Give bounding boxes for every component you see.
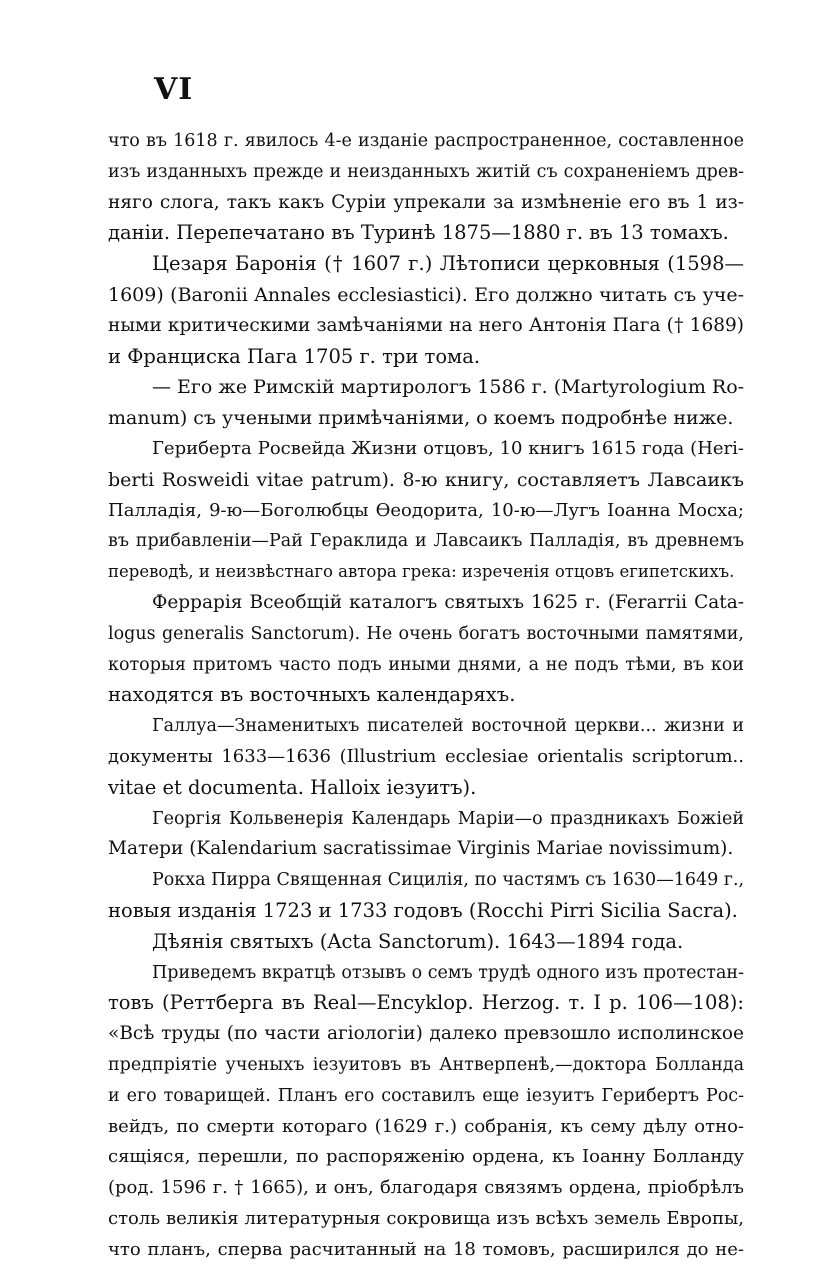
text-line: berti Rosweidi vitae patrum). 8-ю книгу, составляетъ Лавсаикъ [108,468,744,491]
text-line: 1609) (Baronii Annales ecclesiastici). Его должно читать съ уче- [108,283,744,306]
body-text [108,126,744,1265]
text-line: Матери (Kalendarium sacratissimae Virginis Mariae novissimum). [108,838,734,860]
text-line: Цезаря Баронія († 1607 г.) Лѣтописи церковныя (1598— [152,252,744,276]
text-line: Рокха Пирра Священная Сицилія, по частямъ съ 1630—1649 г., [152,870,744,891]
text-line: которыя притомъ часто подъ иными днями, а не подъ тѣми, въ кои [108,654,744,675]
text-line: что планъ, сперва расчитанный на 18 томовъ, расширился до не- [108,1238,744,1260]
text-line: изъ изданныхъ прежде и неизданныхъ житій съ сохраненіемъ древ- [108,161,744,182]
text-line: Дѣянія святыхъ (Acta Sanctorum). 1643—1894 года. [152,929,684,953]
text-line: и его товарищей. Планъ его составилъ еще іезуитъ Герибертъ Рос- [108,1085,744,1106]
text-line: находятся въ восточныхъ календаряхъ. [108,683,516,707]
text-line: даніи. Перепечатано въ Туринѣ 1875—1880 г. въ 13 томахъ. [108,221,729,245]
text-line: сящіяся, перешли, по распоряженію ордена, къ Іоанну Болланду [108,1146,744,1168]
text-line: няго слога, такъ какъ Суріи упрекали за измѣненіе его въ 1 из- [108,191,744,213]
text-line: Приведемъ вкратцѣ отзывъ о семъ трудѣ одного изъ протестан- [152,962,744,983]
text-line: Феррарія Всеобщій каталогъ святыхъ 1625 г. (Ferarrii Cata- [152,591,744,613]
text-line: что въ 1618 г. явилось 4-е изданіе распространенное, составленное [108,131,744,151]
text-line: — Его же Римскій мартирологъ 1586 г. (Martyrologium Ro- [152,376,744,399]
text-line: переводѣ, и неизвѣстнаго автора грека: изреченія отцовъ египетскихъ. [108,562,735,582]
text-line: вейдъ, по смерти котораго (1629 г.) собранія, къ сему дѣлу отно- [108,1115,744,1137]
text-line: vitae et documenta. Halloix іезуитъ). [108,775,477,799]
text-line: столь великія литературныя сокровища изъ всѣхъ земель Европы, [108,1207,744,1229]
text-line: предпріятіе ученыхъ іезуитовъ въ Антверпенѣ,—доктора Болланда [108,1054,744,1075]
text-line: Палладія, 9-ю—Боголюбцы Өеодорита, 10-ю—Лугъ Іоанна Мосха; [108,499,744,521]
text-line: Галлуа—Знаменитыхъ писателей восточной церкви... жизни и [152,716,744,737]
text-line: въ прибавленіи—Рай Гераклида и Лавсаикъ Палладія, въ древнемъ [108,531,744,552]
text-line: Гериберта Росвейда Жизни отцовъ, 10 книгъ 1615 года (Heri- [152,437,744,459]
text-line: (род. 1596 г. † 1665), и онъ, благодаря связямъ ордена, пріобрѣлъ [108,1177,744,1199]
text-line: «Всѣ труды (по части агіологіи) далеко превзошло исполинское [108,1023,744,1045]
text-line: и Франциска Пага 1705 г. три тома. [108,344,481,368]
text-line: logus generalis Sanctorum). Не очень богатъ восточными памятями, [108,623,744,644]
text-line: товъ (Реттберга въ Real—Encyklop. Herzog. т. I р. 106—108): [108,991,744,1015]
text-line: manum) съ учеными примѣчаніями, о коемъ подробнѣе ниже. [108,407,734,430]
text-line: документы 1633—1636 (Illustrium ecclesiae orientalis scriptorum.. [108,745,744,767]
page-number: VI [154,72,194,107]
text-line: новыя изданія 1723 и 1733 годовъ (Rocchi Pirri Sicilia Sacra). [108,898,738,922]
text-line: Георгія Кольвенерія Календарь Маріи—о праздникахъ Божіей [152,808,744,829]
text-line: ными критическими замѣчаніями на него Антонія Пага († 1689) [108,314,744,336]
